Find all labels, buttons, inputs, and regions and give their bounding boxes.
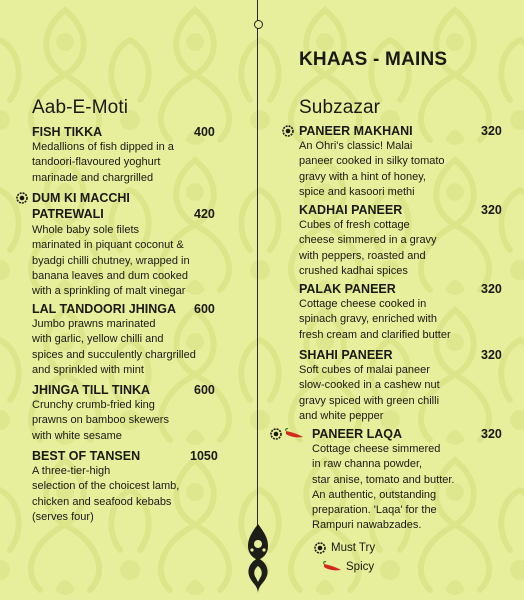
item-description: Cottage cheese simmered in raw channa powder, star anise, tomato and butter. An authentic, outstanding preparation. 'Laqa' for the Rampuri nawabzades. [312,443,455,532]
must-try-badge-icon [314,542,326,554]
item-name: DUM KI MACCHI PATREWALI [32,191,130,221]
legend-must-try-label: Must Try [331,542,376,554]
item-name: KADHAI PANEER [299,203,403,217]
item-description: An Ohri's classic! Malai paneer cooked in silky tomato gravy with a hint of honey, spice and kasoori methi [299,140,445,198]
item-name: BEST OF TANSEN [32,449,141,463]
item-name: LAL TANDOORI JHINGA [32,302,176,316]
item-description: Cottage cheese cooked in spinach gravy, enriched with fresh cream and clarified butter [299,298,451,341]
item-price: 400 [194,125,215,139]
must-try-badge-icon [282,125,294,137]
item-description: Whole baby sole filets marinated in piquant coconut & byadgi chilli chutney, wrapped in banana leaves and dum cooked with a sprinkling of malt vinegar [32,224,190,298]
chilli-icon [322,561,342,572]
item-description: Soft cubes of malai paneer slow-cooked in a cashew nut gravy spiced with green chilli and white pepper [299,364,440,422]
item-name: PANEER MAKHANI [299,124,413,138]
section-title-subzazar: Subzazar [299,97,381,118]
item-description: Jumbo prawns marinated with garlic, yellow chilli and spices and succulently chargrilled and sprinkled with mint [32,318,196,376]
must-try-badge-icon [16,192,28,204]
item-description: Medallions of fish dipped in a tandoori-flavoured yoghurt marinade and chargrilled [32,141,174,184]
item-description: A three-tier-high selection of the choicest lamb, chicken and seafood kebabs (serves four) [32,465,180,523]
item-price: 320 [481,348,502,362]
item-price: 320 [481,427,502,441]
hanging-pin-icon [254,20,263,29]
item-price: 320 [481,282,502,296]
item-name: PALAK PANEER [299,282,396,296]
section-title-aab-e-moti: Aab-E-Moti [32,97,129,118]
item-price: 1050 [190,449,218,463]
item-name: JHINGA TILL TINKA [32,383,151,397]
item-price: 420 [194,207,215,221]
hanging-ornament-icon [244,524,272,594]
item-description: Crunchy crumb-fried king prawns on bamboo skewers with white sesame [32,399,169,442]
item-price: 600 [194,302,215,316]
item-name: FISH TIKKA [32,125,103,139]
item-description: Cubes of fresh cottage cheese simmered in a gravy with peppers, roasted and crushed kadhai spices [299,219,437,277]
item-price: 320 [481,124,502,138]
item-name: SHAHI PANEER [299,348,393,362]
center-divider-line [257,0,258,532]
item-price: 320 [481,203,502,217]
chilli-icon [284,428,304,439]
legend-spicy-label: Spicy [346,561,375,573]
must-try-badge-icon [270,428,282,440]
item-name: PANEER LAQA [312,427,403,441]
page-title: KHAAS - MAINS [299,49,448,70]
item-price: 600 [194,383,215,397]
